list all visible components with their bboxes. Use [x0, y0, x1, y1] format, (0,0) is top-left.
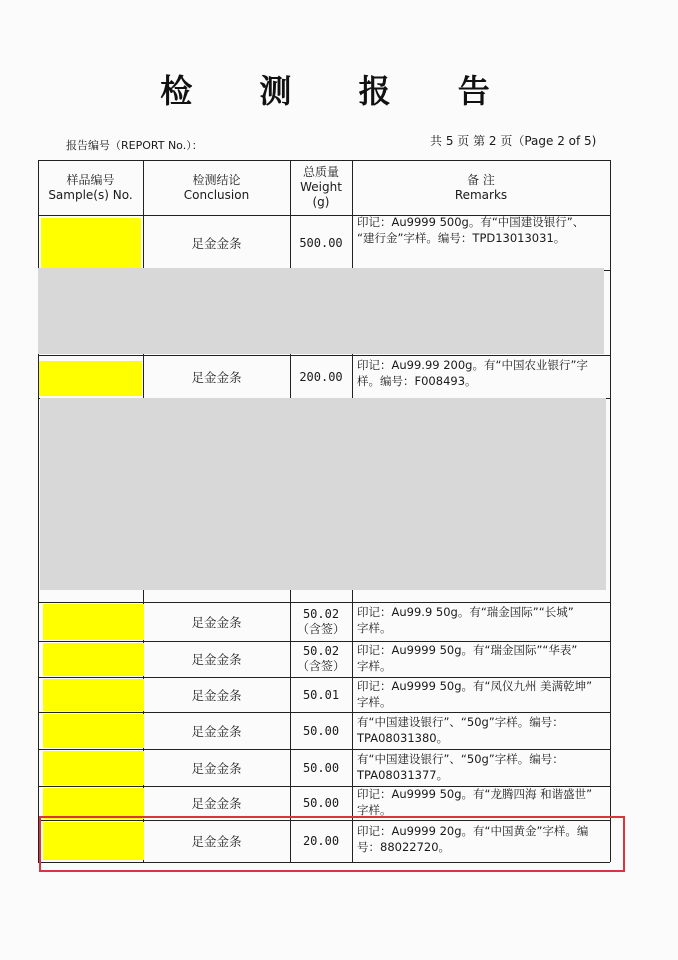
remarks-line: 号：88022720。 [357, 840, 451, 854]
redacted-region [40, 398, 606, 590]
remarks-cell [357, 786, 609, 820]
remarks-line: 字样。 [357, 695, 392, 709]
weight-cell: 500.00 [299, 235, 343, 250]
header-sample-no [38, 160, 143, 215]
header-sample-cn: 样品编号 [66, 172, 115, 187]
page-indicator: 共 5 页 第 2 页（Page 2 of 5) [430, 134, 597, 148]
header-sample-en: Sample(s) No. [48, 187, 133, 202]
weight-cell: 50.00 [302, 760, 340, 775]
remarks-cell [357, 642, 609, 674]
conclusion-cell: 足金金条 [191, 796, 242, 811]
header-conclusion-cn: 检测结论 [192, 172, 241, 187]
remarks-line: 有“中国建设银行”、“50g”字样。编号： [357, 752, 564, 766]
weight-cell: 50.00 [302, 796, 340, 810]
header-weight-cn: 总质量 [302, 165, 339, 179]
remarks-line: TPA08031377。 [357, 768, 449, 782]
weight-note: （含签） [296, 659, 345, 673]
remarks-line: 印记：Au9999 500g。有“中国建设银行”、 [357, 215, 585, 229]
highlight-annotation-box [39, 816, 625, 872]
remarks-line: 印记：Au9999 50g。有“龙腾四海 和谐盛世” [357, 787, 593, 801]
weight-cell [290, 602, 352, 641]
header-remarks-cn: 备 注 [467, 172, 495, 187]
conclusion-cell: 足金金条 [191, 723, 242, 739]
sample-no-highlight [43, 679, 144, 711]
remarks-cell [357, 714, 609, 746]
remarks-cell [357, 357, 609, 389]
remarks-cell [357, 751, 609, 783]
sample-no-highlight [43, 643, 144, 676]
sample-no-highlight [43, 788, 144, 819]
remarks-line: 字样。 [357, 803, 392, 817]
conclusion-cell: 足金金条 [191, 369, 242, 385]
conclusion-cell: 足金金条 [191, 687, 242, 703]
remarks-line: 字样。 [357, 621, 392, 635]
header-conclusion [143, 160, 290, 215]
table-border-left [38, 160, 39, 862]
conclusion-cell: 足金金条 [191, 652, 242, 667]
redacted-region [38, 268, 604, 354]
sample-no-highlight [43, 751, 144, 785]
weight-cell: 50.01 [302, 687, 340, 702]
remarks-line: TPA08031380。 [357, 731, 449, 745]
header-conclusion-en: Conclusion [183, 187, 250, 202]
remarks-line: 有“中国建设银行”、“50g”字样。编号： [357, 715, 564, 729]
remarks-line: 印记：Au9999 20g。有“中国黄金”字样。编 [357, 824, 589, 838]
remarks-line: 印记：Au99.99 200g。有“中国农业银行”字 [357, 358, 588, 372]
header-remarks-en: Remarks [454, 187, 508, 202]
report-number-label: 报告编号（REPORT No.）： [66, 139, 203, 152]
weight-value: 50.02 [302, 644, 340, 658]
header-weight-unit: (g) [312, 195, 330, 209]
remarks-line: 字样。 [357, 659, 392, 673]
sample-no-highlight [43, 604, 144, 640]
conclusion-cell: 足金金条 [191, 614, 242, 630]
sample-no-highlight [43, 714, 144, 748]
header-weight-en: Weight [300, 180, 342, 194]
weight-cell [290, 641, 352, 677]
conclusion-cell: 足金金条 [191, 834, 242, 849]
sample-no-highlight [41, 218, 141, 268]
weight-note: （含签） [296, 621, 345, 636]
remarks-line: “建行金”字样。编号：TPD13013031。 [357, 231, 566, 245]
remarks-cell [357, 214, 609, 246]
remarks-cell [357, 678, 609, 710]
conclusion-cell: 足金金条 [191, 760, 242, 776]
header-remarks [352, 160, 610, 215]
weight-cell: 50.00 [302, 723, 340, 738]
table-border-right [610, 160, 611, 862]
remarks-line: 印记：Au9999 50g。有“凤仪九州 美满乾坤” [357, 679, 593, 693]
weight-value: 50.02 [302, 606, 340, 621]
weight-cell: 200.00 [299, 369, 343, 384]
sample-no-highlight [39, 361, 142, 396]
header-weight [290, 160, 352, 215]
remarks-line: 样。编号：F008493。 [357, 374, 477, 388]
weight-cell: 20.00 [302, 834, 340, 848]
page-title: 检 测 报 告 [160, 72, 518, 110]
remarks-line: 印记：Au9999 50g。有“瑞金国际”“华表” [357, 643, 578, 657]
remarks-cell [357, 604, 609, 636]
remarks-line: 印记：Au99.9 50g。有“瑞金国际”“长城” [357, 605, 574, 619]
conclusion-cell: 足金金条 [191, 235, 242, 251]
